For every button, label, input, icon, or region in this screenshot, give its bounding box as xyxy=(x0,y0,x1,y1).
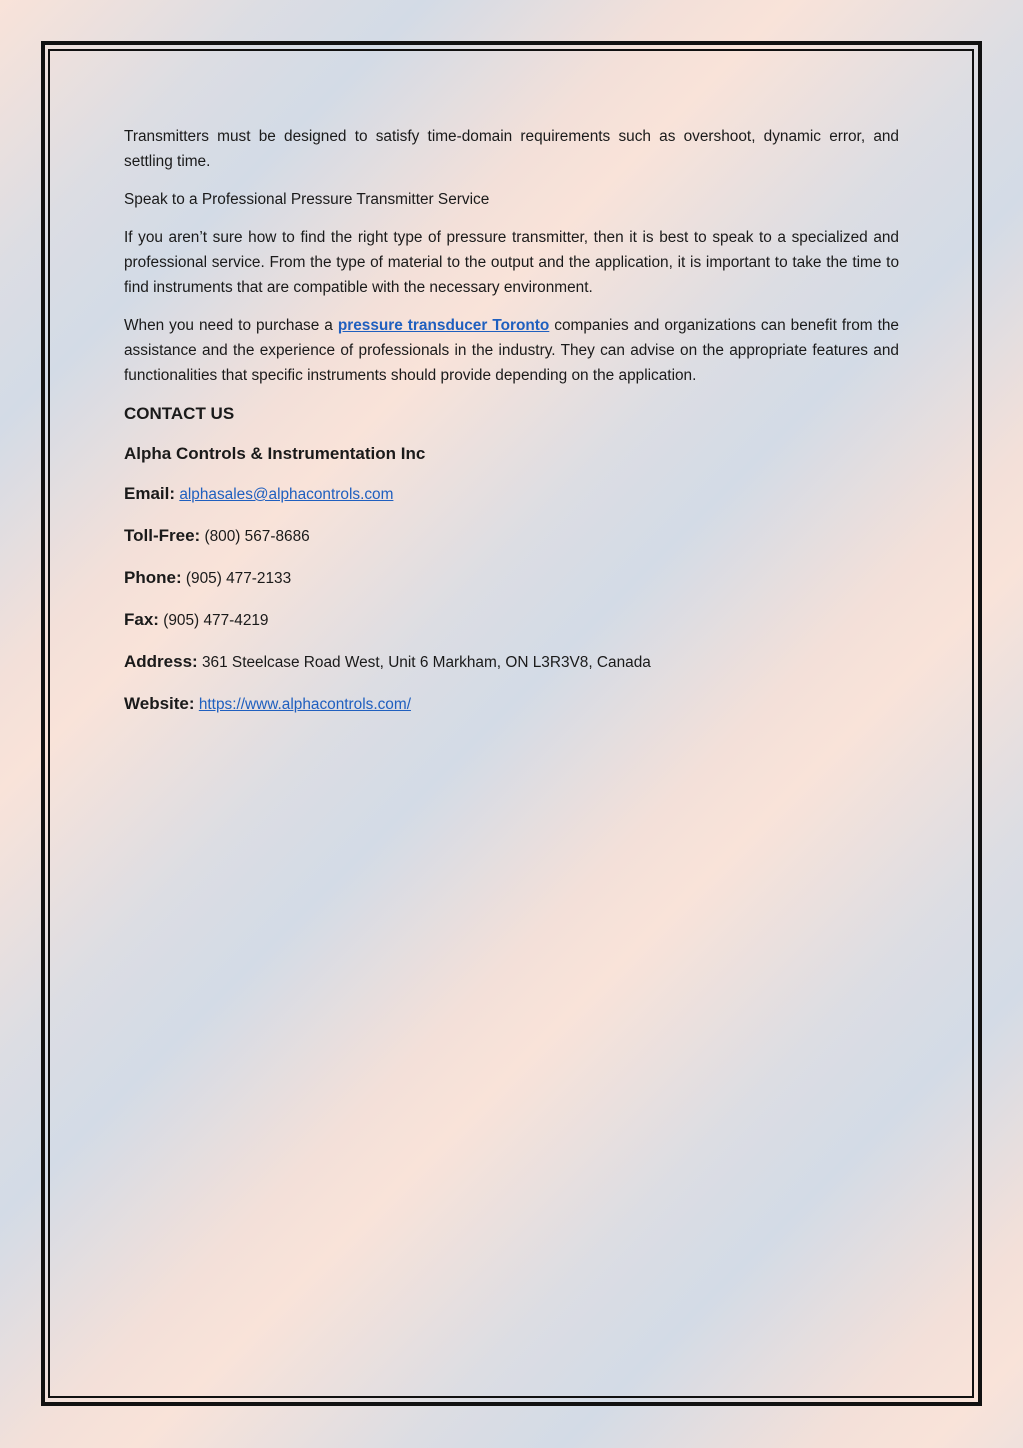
fax-line xyxy=(124,607,899,634)
email-link[interactable]: alphasales@alphacontrols.com xyxy=(179,486,394,503)
paragraph-purchase-end: companies and organizations can benefit from the assistance and the experience of professionals in the industry. They can advise on the appropriate features and functionalities that specific instruments should provide depending on the application. xyxy=(124,317,899,384)
tollfree-line xyxy=(124,523,899,550)
phone-value: (905) 477-2133 xyxy=(185,570,292,587)
website-line xyxy=(124,691,899,718)
paragraph-purchase xyxy=(124,313,899,388)
phone-label: Phone: xyxy=(124,568,182,587)
company-name: Alpha Controls & Instrumentation Inc xyxy=(124,444,426,463)
tollfree-value: (800) 567-8686 xyxy=(204,528,310,545)
address-label: Address: xyxy=(124,652,198,671)
fax-label: Fax: xyxy=(124,610,159,629)
contact-us-heading: CONTACT US xyxy=(124,404,235,423)
address-line xyxy=(124,649,899,676)
tollfree-label: Toll-Free: xyxy=(124,526,201,545)
fax-value: (905) 477-4219 xyxy=(163,612,269,629)
website-label: Website: xyxy=(124,694,195,713)
phone-line xyxy=(124,565,899,592)
paragraph-purchase-start: When you need to purchase a xyxy=(124,317,338,334)
website-link[interactable]: https://www.alphacontrols.com/ xyxy=(198,696,411,713)
address-value: 361 Steelcase Road West, Unit 6 Markham, ON L3R3V8, Canada xyxy=(201,654,651,671)
paragraph-speak-heading: Speak to a Professional Pressure Transmitter Service xyxy=(124,191,490,208)
paragraph-transmitters: Transmitters must be designed to satisfy time-domain requirements such as overshoot, dynamic error, and settling time. xyxy=(124,128,899,170)
email-label: Email: xyxy=(124,484,176,503)
document-body xyxy=(124,124,899,733)
pressure-transducer-link[interactable]: pressure transducer Toronto xyxy=(337,317,550,334)
paragraph-how-to-find: If you aren’t sure how to find the right type of pressure transmitter, then it is best to speak to a specialized and professional service. From the type of material to the output and the application, it is important to take the time to find instruments that are compatible with the necessary environment. xyxy=(124,229,899,296)
email-line xyxy=(124,481,899,508)
